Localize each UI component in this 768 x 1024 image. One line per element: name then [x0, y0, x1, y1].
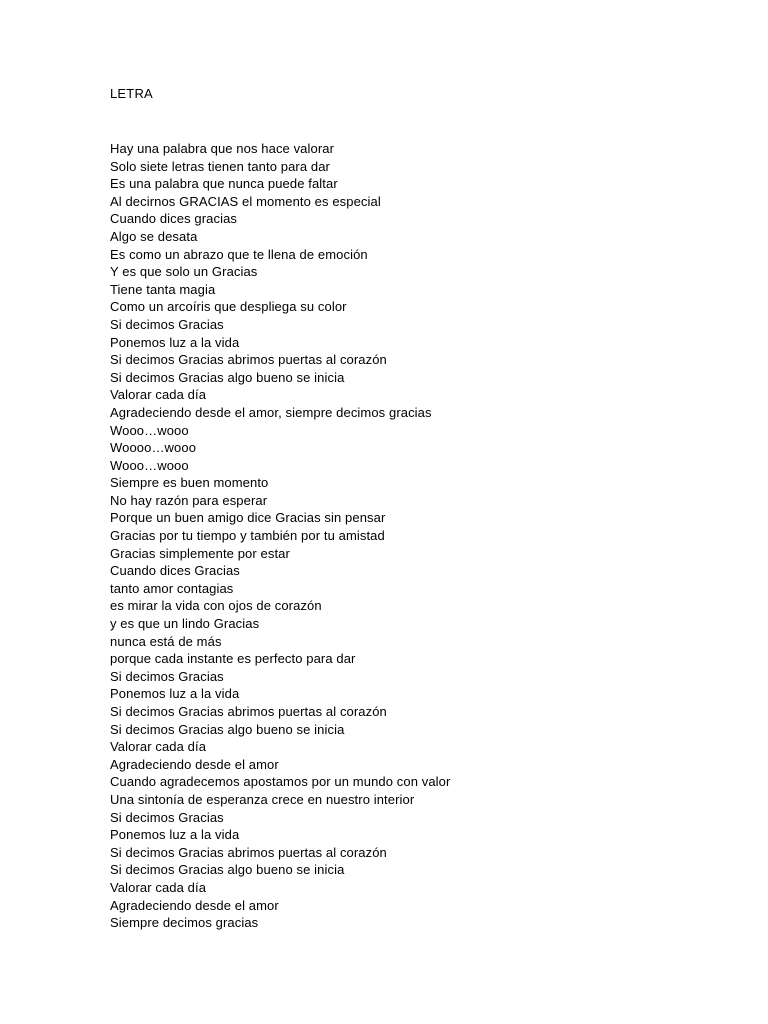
lyric-line: Como un arcoíris que despliega su color — [110, 299, 347, 315]
lyric-line: No hay razón para esperar — [110, 492, 268, 508]
lyric-line: Wooo…wooo — [110, 422, 189, 438]
lyric-line: Si decimos Gracias algo bueno se inicia — [110, 369, 345, 385]
lyric-line: Wooo…wooo — [110, 457, 189, 473]
lyric-line: Solo siete letras tienen tanto para dar — [110, 158, 330, 174]
lyric-line: Si decimos Gracias — [110, 809, 224, 825]
lyric-line: nunca está de más — [110, 633, 222, 649]
lyric-line: Woooo…wooo — [110, 440, 197, 456]
lyric-line: Cuando dices gracias — [110, 211, 238, 227]
lyric-line: Si decimos Gracias algo bueno se inicia — [110, 721, 345, 737]
lyric-line: Valorar cada día — [110, 387, 207, 403]
lyric-line: es mirar la vida con ojos de corazón — [110, 598, 322, 614]
lyric-line: Valorar cada día — [110, 879, 207, 895]
lyric-line: Es como un abrazo que te llena de emoción — [110, 246, 368, 262]
lyric-line: Agradeciendo desde el amor — [110, 897, 279, 913]
lyric-line: Ponemos luz a la vida — [110, 686, 240, 702]
lyric-line: Porque un buen amigo dice Gracias sin pensar — [110, 510, 386, 526]
lyrics-list — [110, 140, 450, 932]
lyric-line: Ponemos luz a la vida — [110, 827, 240, 843]
lyric-line: porque cada instante es perfecto para dar — [110, 651, 356, 667]
lyric-line: Agradeciendo desde el amor — [110, 756, 279, 772]
lyric-line: Siempre decimos gracias — [110, 915, 259, 931]
lyric-line: Gracias por tu tiempo y también por tu amistad — [110, 528, 385, 544]
lyric-line: Si decimos Gracias — [110, 316, 224, 332]
lyric-line: Si decimos Gracias abrimos puertas al corazón — [110, 704, 387, 719]
document-heading: LETRA — [110, 86, 153, 101]
lyric-line: Agradeciendo desde el amor, siempre decimos gracias — [110, 404, 432, 420]
lyric-line: tanto amor contagias — [110, 580, 234, 596]
lyric-line: Una sintonía de esperanza crece en nuestro interior — [110, 791, 415, 807]
lyric-line: Si decimos Gracias abrimos puertas al corazón — [110, 844, 387, 860]
lyric-line: Siempre es buen momento — [110, 475, 269, 491]
lyric-line: Y es que solo un Gracias — [110, 264, 258, 280]
lyric-line: y es que un lindo Gracias — [110, 616, 260, 632]
lyric-line: Cuando agradecemos apostamos por un mundo con valor — [110, 774, 451, 790]
lyric-line: Ponemos luz a la vida — [110, 334, 240, 350]
lyric-line: Algo se desata — [110, 228, 198, 244]
lyric-line: Valorar cada día — [110, 739, 207, 755]
lyric-line: Si decimos Gracias algo bueno se inicia — [110, 862, 345, 878]
lyric-line: Gracias simplemente por estar — [110, 545, 290, 561]
lyric-line: Cuando dices Gracias — [110, 563, 240, 579]
lyric-line: Si decimos Gracias — [110, 668, 224, 684]
lyric-line: Al decirnos GRACIAS el momento es especial — [110, 193, 381, 209]
lyric-line: Es una palabra que nunca puede faltar — [110, 176, 338, 192]
lyric-line: Tiene tanta magia — [110, 281, 216, 297]
lyric-line: Hay una palabra que nos hace valorar — [110, 141, 335, 156]
lyric-line: Si decimos Gracias abrimos puertas al corazón — [110, 352, 387, 368]
